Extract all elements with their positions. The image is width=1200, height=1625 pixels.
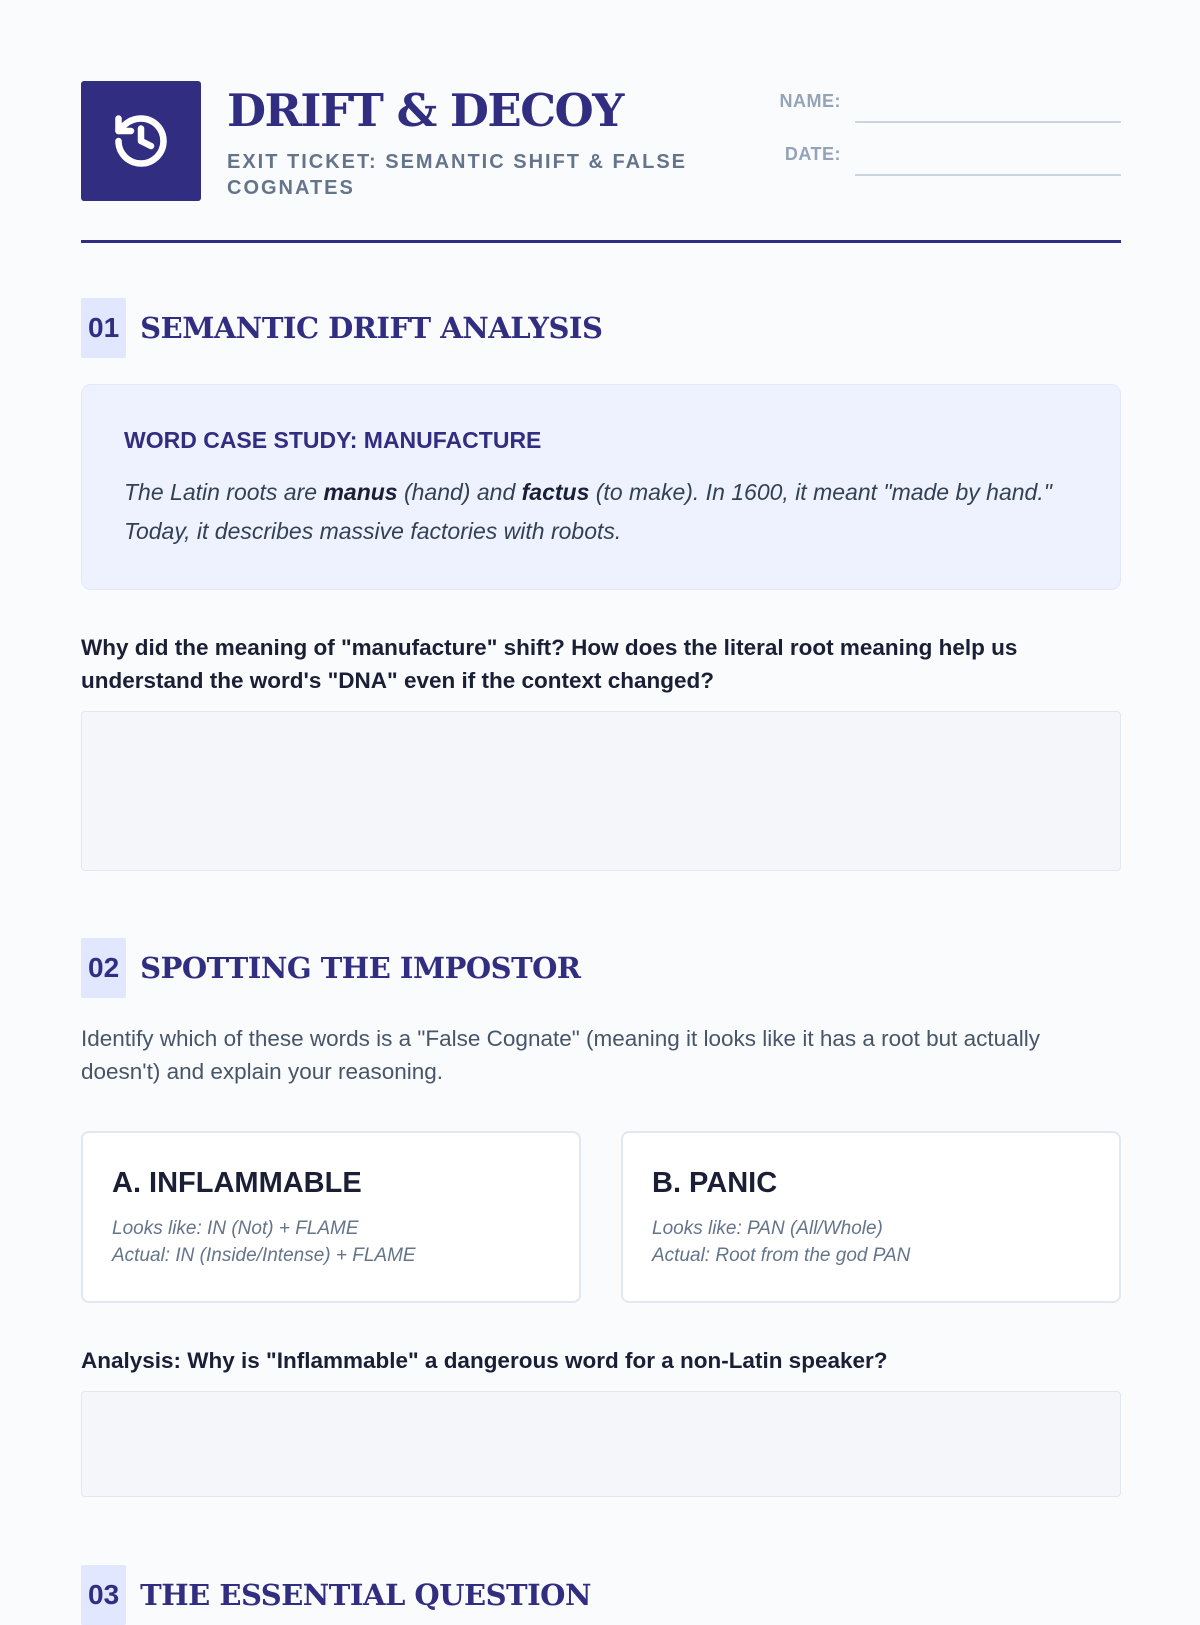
section-number: 03 xyxy=(81,1565,126,1625)
worksheet-subtitle: EXIT TICKET: SEMANTIC SHIFT & FALSE COGNATES xyxy=(227,151,688,199)
answer-box[interactable] xyxy=(81,711,1121,871)
choice-looks-like: Looks like: IN (Not) + FLAME xyxy=(112,1218,359,1239)
choice-title: B. PANIC xyxy=(652,1167,778,1199)
name-field-row xyxy=(771,83,1121,123)
worksheet-header xyxy=(81,81,1121,243)
root-word: manus xyxy=(323,479,398,505)
choice-title: A. INFLAMMABLE xyxy=(112,1167,362,1199)
choice-actual: Actual: IN (Inside/Intense) + FLAME xyxy=(112,1245,416,1266)
answer-box[interactable] xyxy=(81,1391,1121,1497)
section-heading-2 xyxy=(81,938,581,998)
date-label: DATE: xyxy=(784,144,841,164)
section-title: SEMANTIC DRIFT ANALYSIS xyxy=(140,311,603,345)
question-prompt: Analysis: Why is "Inflammable" a dangerous word for a non-Latin speaker? xyxy=(81,1348,888,1373)
date-field-row xyxy=(771,136,1121,176)
case-study-title: WORD CASE STUDY: MANUFACTURE xyxy=(124,427,542,453)
section-heading-1 xyxy=(81,298,602,358)
exit-ticket-page xyxy=(81,0,1121,1612)
choice-looks-like: Looks like: PAN (All/Whole) xyxy=(652,1218,883,1239)
header-divider xyxy=(81,240,1121,243)
root-word: factus xyxy=(521,479,590,505)
date-field[interactable] xyxy=(855,174,1121,176)
name-field[interactable] xyxy=(855,121,1121,123)
logo xyxy=(81,81,201,201)
section-number: 02 xyxy=(81,938,126,998)
worksheet-title: DRIFT & DECOY xyxy=(227,84,623,137)
section-title: SPOTTING THE IMPOSTOR xyxy=(140,951,581,985)
name-label: NAME: xyxy=(779,91,841,111)
choice-actual: Actual: Root from the god PAN xyxy=(652,1245,911,1266)
choice-card[interactable] xyxy=(621,1131,1121,1303)
choice-card[interactable] xyxy=(81,1131,581,1303)
section-heading-3 xyxy=(81,1565,591,1625)
section-title: THE ESSENTIAL QUESTION xyxy=(140,1578,591,1612)
history-icon xyxy=(111,111,171,171)
section-instructions: Identify which of these words is a "False Cognate" (meaning it looks like it has a root but actually doesn't) and explain your reasoning. xyxy=(81,1026,1040,1084)
section-number: 01 xyxy=(81,298,126,358)
case-study-text: The Latin roots are manus (hand) and factus (to make). In 1600, it meant "made by hand." Today, it describes massive factories with robots. xyxy=(124,479,1052,544)
question-prompt: Why did the meaning of "manufacture" shift? How does the literal root meaning help us understand the word's "DNA" even if the context changed? xyxy=(81,635,1018,693)
case-study-card xyxy=(81,384,1121,590)
